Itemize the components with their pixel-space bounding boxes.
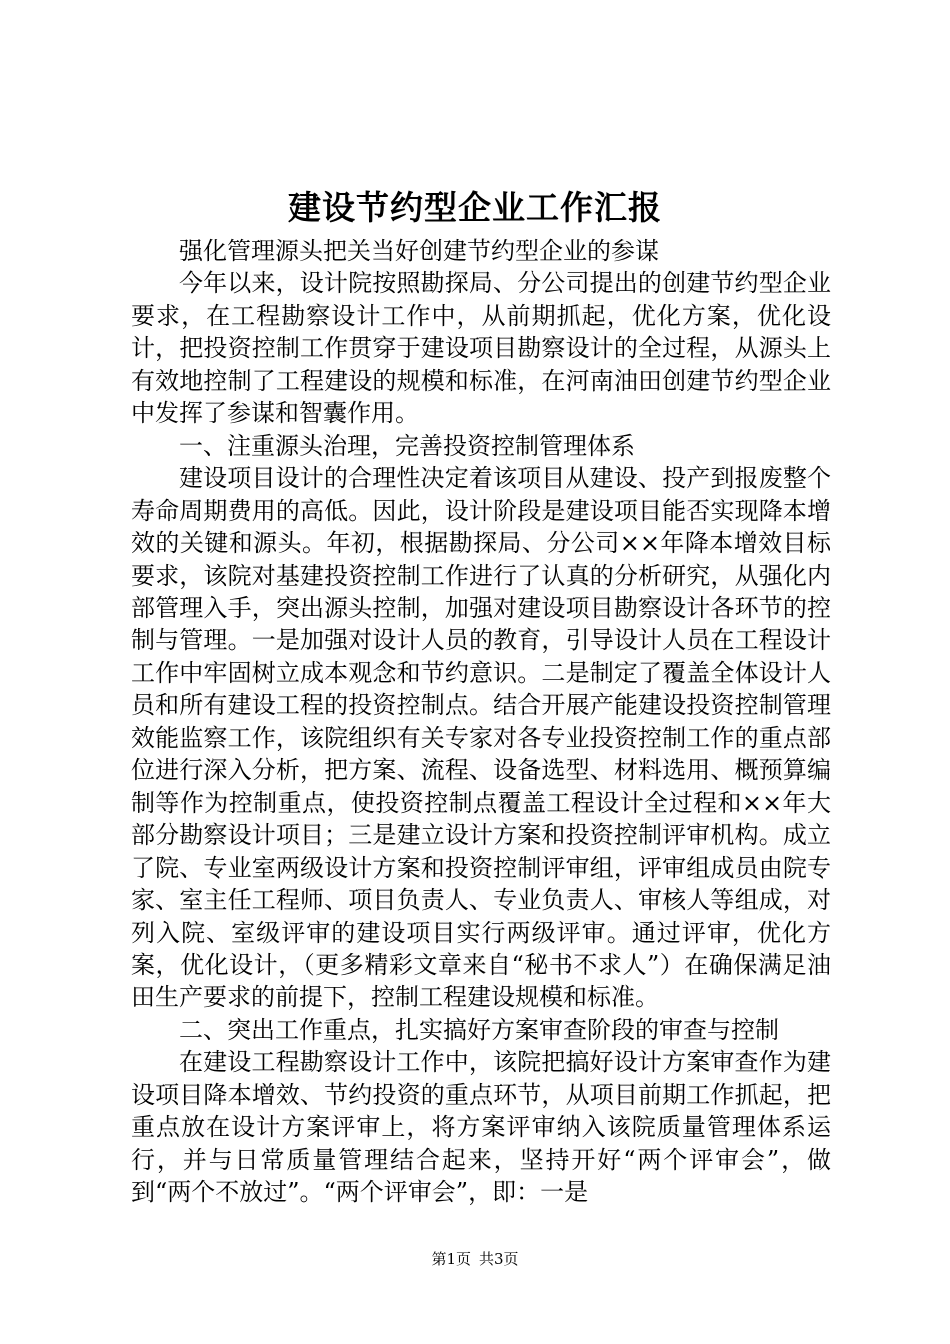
subtitle-paragraph: 强化管理源头把关当好创建节约型企业的参谋: [179, 237, 659, 265]
document-body: [131, 235, 831, 1209]
section-heading-2: 二、突出工作重点，扎实搞好方案审查阶段的审查与控制: [179, 1015, 779, 1044]
intro-paragraph: 今年以来，设计院按照勘探局、分公司提出的创建节约型企业要求，在工程勘察设计工作中，从前期抓起，优化方案，优化设计，把投资控制工作贯穿于建设项目勘察设计的全过程，从源头上有效地控制了工程建设的规模和标准，在河南油田创建节约型企业中发挥了参谋和智囊作用。: [131, 269, 831, 428]
page-number: 第1页: [431, 1250, 471, 1268]
page-total: 共3页: [479, 1250, 519, 1268]
section-heading-1: 一、注重源头治理，完善投资控制管理体系: [179, 431, 635, 460]
document-title: 建设节约型企业工作汇报: [288, 188, 662, 227]
section-2-paragraph: 在建设工程勘察设计工作中，该院把搞好设计方案审查作为建设项目降本增效、节约投资的重点环节，从项目前期工作抓起，把重点放在设计方案评审上，将方案评审纳入该院质量管理体系运行，并与日常质量管理结合起来，坚持开好“两个评审会”，做到“两个不放过”。“两个评审会”，即：一是: [131, 1048, 831, 1207]
page-footer: [0, 1248, 950, 1270]
section-1-paragraph: 建设项目设计的合理性决定着该项目从建设、投产到报废整个寿命周期费用的高低。因此，设计阶段是建设项目能否实现降本增效的关键和源头。年初，根据勘探局、分公司××年降本增效目标要求，该院对基建投资控制工作进行了认真的分析研究，从强化内部管理入手，突出源头控制，加强对建设项目勘察设计各环节的控制与管理。一是加强对设计人员的教育，引导设计人员在工程设计工作中牢固树立成本观念和节约意识。二是制定了覆盖全体设计人员和所有建设工程的投资控制点。结合开展产能建设投资控制管理效能监察工作，该院组织有关专家对各专业投资控制工作的重点部位进行深入分析，把方案、流程、设备选型、材料选用、概预算编制等作为控制重点，使投资控制点覆盖工程设计全过程和××年大部分勘察设计项目；三是建立设计方案和投资控制评审机构。成立了院、专业室两级设计方案和投资控制评审组，评审组成员由院专家、室主任工程师、项目负责人、专业负责人、审核人等组成，对列入院、室级评审的建设项目实行两级评审。通过评审，优化方案，优化设计，（更多精彩文章来自“秘书不求人”）在确保满足油田生产要求的前提下，控制工程建设规模和标准。: [131, 464, 831, 1012]
